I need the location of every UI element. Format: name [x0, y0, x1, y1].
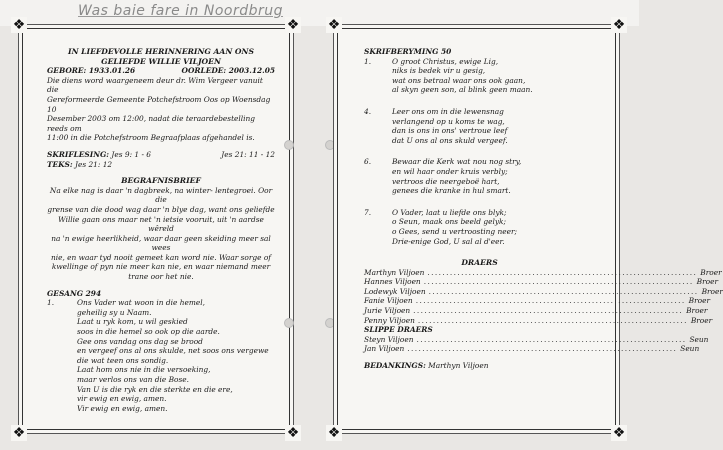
slippe-role: Seun — [689, 334, 709, 344]
verse-line: en wil haar onder kruis verbly; — [392, 166, 508, 176]
handwritten-note: Was baie fare in Noordbrug — [78, 3, 284, 19]
hymn-line: geheilig sy u Naam. — [77, 307, 152, 317]
pallbearer-row — [364, 296, 710, 306]
slippe-role: Seun — [680, 344, 700, 354]
pallbearer-name: Penny Viljoen — [364, 315, 415, 325]
letter-line: kwellinge of pyn nie meer kan nie, en waar niemand meer — [51, 262, 271, 272]
hymn-line: Van U is die ryk en die sterkte en die ere, — [77, 384, 233, 394]
hymn-line: en vergeef ons al ons skulde, net soos ons vergewe — [77, 346, 269, 356]
corner-ornament: ❖ — [612, 17, 626, 33]
corner-ornament: ❖ — [327, 17, 341, 33]
slippe-name: Jan Viljoen — [364, 344, 405, 354]
reading-row — [47, 150, 275, 160]
thanks-name: Marthyn Viljoen — [428, 361, 489, 371]
hymn-line: Ons Vader wat woon in die hemel, — [77, 298, 205, 308]
pallbearer-row — [364, 315, 713, 326]
pallbearer-name: Fanie Viljoen — [364, 296, 413, 306]
dot-leader: ........................................................................ — [416, 334, 687, 344]
pallbearer-role: Broer — [690, 315, 713, 325]
scripture-verse — [364, 208, 595, 246]
dot-leader: ........................................................................ — [427, 267, 698, 277]
letter-line: nie, en waar tyd nooit gemeet kan word nie. Waar sorge of — [50, 252, 272, 262]
pallbearer-name: Marthyn Viljoen — [364, 267, 425, 277]
dot-leader: ........................................................................ — [407, 344, 678, 354]
verse-line: dat U ons al ons skuld vergeef. — [392, 135, 508, 145]
scripture-title: SKRIFBERYMING 50 — [364, 47, 452, 56]
verse-line: genees die kranke in hul smart. — [392, 186, 511, 196]
letter-title: BEGRAFNISBRIEF — [121, 176, 201, 186]
hymn-line: Laat u ryk kom, u wil geskied — [77, 317, 188, 327]
service-line: Desember 2003 om 12:00, nadat die teraardebestelling reeds om — [47, 114, 256, 133]
letter-line: Na elke nag is daar 'n dagbreek, na winter- lentegroei. Oor die — [49, 185, 273, 205]
dot-leader: ........................................................................ — [417, 315, 688, 325]
pallbearer-role: Broer — [688, 296, 710, 306]
died-date: OORLEDE: 2003.12.05 — [181, 66, 275, 76]
binder-hole — [284, 318, 294, 328]
verse-line: Bewaar die Kerk wat nou nog stry, — [392, 157, 522, 167]
pallbearer-row — [364, 286, 723, 297]
dot-leader: ........................................................................ — [428, 286, 699, 296]
verse-number: 4. — [364, 106, 372, 116]
pallbearer-name: Jurie Viljoen — [364, 306, 411, 316]
thanks-label: BEDANKINGS: — [364, 361, 426, 371]
pallbearer-name: Hannes Viljoen — [364, 277, 421, 287]
right-content — [364, 47, 723, 371]
corner-ornament: ❖ — [286, 17, 300, 33]
dot-leader: ........................................................................ — [415, 296, 686, 306]
verse-line: O groot Christus, ewige Lig, — [392, 56, 499, 66]
corner-ornament: ❖ — [327, 425, 341, 441]
slippe-title: SLIPPE DRAERS — [364, 325, 433, 335]
hymn-line: Laat hom ons nie in die versoeking, — [77, 365, 211, 375]
reading-ref-2: Jes 21: 11 - 12 — [221, 149, 275, 159]
right-page — [327, 17, 723, 441]
verse-line: niks is bedek vir u gesig, — [392, 66, 486, 76]
verse-line: al skyn geen son, al blink geen maan. — [392, 85, 533, 95]
verse-line: Drie-enige God, U sal al d'eer. — [392, 236, 505, 246]
service-line: 11:00 in die Potchefstroom Begraafplaas afgehandel is. — [47, 133, 255, 143]
service-line: Gereformeerde Gemeente Potchefstroom Oos op Woensdag 10 — [47, 94, 271, 114]
corner-ornament: ❖ — [12, 425, 26, 441]
text-ref: Jes 21: 12 — [74, 159, 113, 169]
hymn-title: GESANG 294 — [47, 288, 102, 298]
slippe-row — [364, 344, 700, 354]
pallbearer-role: Broer — [701, 286, 723, 296]
memorial-title-line: GELIEFDE WILLIE VILJOEN — [101, 56, 221, 66]
verse-number: 7. — [364, 207, 372, 217]
pallbearer-role: Broer — [686, 306, 708, 316]
pallbearer-role: Broer — [696, 277, 718, 287]
pallbearer-role: Broer — [700, 267, 722, 277]
hymn-verse-number: 1. — [47, 298, 55, 308]
service-line: Die diens word waargeneem deur dr. Wim Vergeer vanuit die — [47, 75, 263, 95]
slippe-row — [364, 334, 709, 345]
verse-line: wat ons betraal waar ons ook gaan, — [392, 75, 526, 85]
verse-line: o Seun, maak ons beeld gelyk; — [392, 217, 506, 227]
reading-label: SKRIFLESING: — [47, 149, 110, 159]
verse-line: dan is ons in ons' vertroue leef — [392, 126, 508, 136]
corner-ornament: ❖ — [12, 17, 26, 33]
hymn-line: soos in die hemel so ook op die aarde. — [77, 327, 220, 337]
binder-hole — [284, 140, 294, 150]
verse-line: o Gees, send u vertroosting neer; — [392, 226, 518, 236]
scripture-verse — [364, 107, 595, 145]
hymn-line: Vir ewig en ewig, amen. — [77, 403, 168, 413]
letter-line: grense van die dood wag daar 'n blye dag, want ons geliefde — [47, 204, 275, 214]
text-label: TEKS: — [47, 159, 73, 169]
thanks-row — [364, 361, 595, 371]
dot-leader: ........................................................................ — [423, 277, 694, 287]
letter-line: na 'n ewige heerlikheid, waar daar geen skeiding meer sal wees — [51, 233, 271, 253]
hymn-verse — [47, 298, 275, 413]
dot-leader: ........................................................................ — [413, 306, 684, 316]
left-content — [47, 47, 275, 413]
verse-number: 1. — [364, 56, 372, 66]
verse-number: 6. — [364, 157, 372, 167]
pallbearers-title: DRAERS — [461, 258, 498, 268]
born-date: GEBORE: 1933.01.26 — [47, 66, 136, 76]
verse-line: Leer ons om in die lewensnag — [392, 106, 504, 116]
letter-line: Willie gaan ons maar net 'n ietsie vooruit, uit 'n aardse wêreld — [58, 214, 264, 234]
dates-row — [47, 66, 275, 76]
letter-line: trane oor het nie. — [128, 272, 194, 282]
scripture-verse — [364, 57, 595, 95]
corner-ornament: ❖ — [286, 425, 300, 441]
left-page — [12, 17, 300, 441]
scripture-verse — [364, 157, 595, 195]
pallbearer-name: Lodewyk Viljoen — [364, 286, 426, 296]
corner-ornament: ❖ — [612, 425, 626, 441]
slippe-name: Steyn Viljoen — [364, 334, 414, 344]
hymn-line: Gee ons vandag ons dag se brood — [77, 336, 203, 346]
pallbearer-row — [364, 277, 718, 287]
verse-line: O Vader, laat u liefde ons blyk; — [392, 207, 507, 217]
pallbearer-row — [364, 306, 708, 316]
hymn-line: maar verlos ons van die Bose. — [77, 375, 189, 384]
verse-line: verlangend op u koms te wag, — [392, 116, 505, 126]
pallbearer-row — [364, 267, 722, 278]
verse-line: vertroos die neergeboë hart, — [392, 176, 500, 186]
hymn-line: die wat teen ons sondig. — [77, 355, 169, 365]
reading-ref: Jes 9: 1 - 6 — [111, 149, 152, 159]
memorial-title-line: IN LIEFDEVOLLE HERINNERING AAN ONS — [68, 47, 254, 56]
hymn-line: vir ewig en ewig, amen. — [77, 394, 167, 404]
